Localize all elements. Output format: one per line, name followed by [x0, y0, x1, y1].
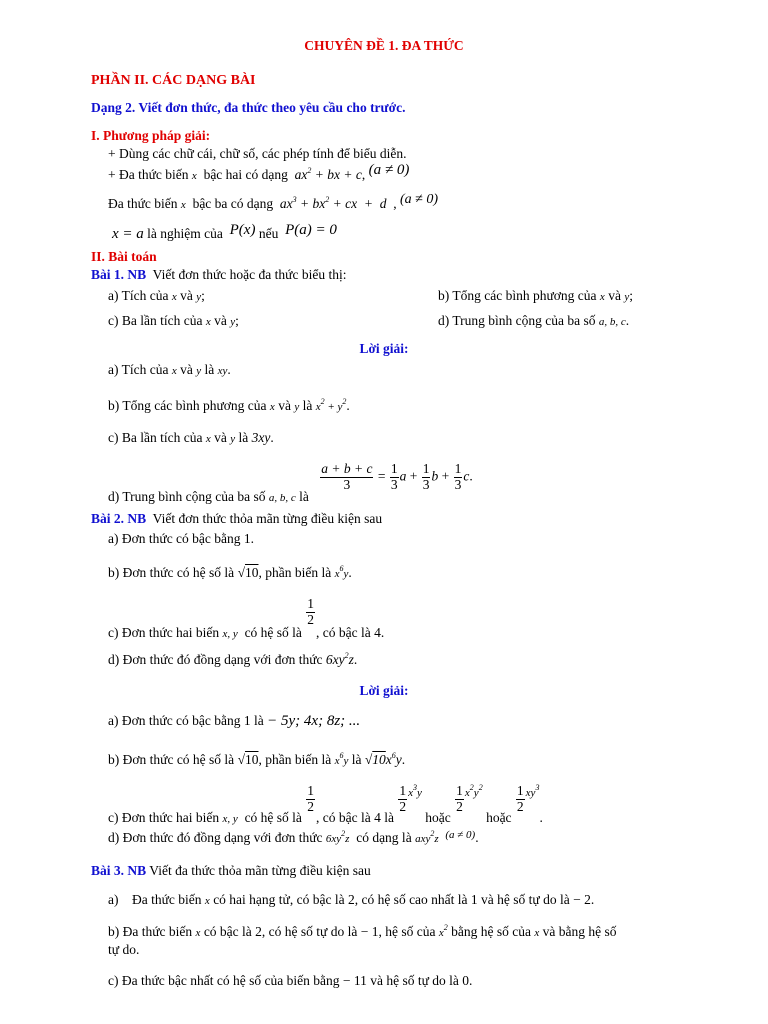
problems-heading: II. Bài toán	[91, 249, 157, 264]
s1-c: c) Ba lần tích của x và y là 3xy.	[108, 430, 274, 445]
p3-b: b) Đa thức biến x có bậc là 2, có hệ số tự do là − 1, hệ số của $x^2$ bằng hệ số của x và bằng hệ số	[108, 923, 617, 939]
method-line-2: + Đa thức biến x bậc hai có dạng $ax^2$ + bx + c, (a ≠ 0)	[108, 162, 410, 182]
method-line-1: + Dùng các chữ cái, chữ số, các phép tính để biểu diễn.	[108, 146, 407, 161]
s2-a: a) Đơn thức có bậc bằng 1 là − 5y; 4x; 8z; ...	[108, 713, 361, 729]
p3-b-cont: tự do.	[108, 942, 140, 957]
s1-b: b) Tổng các bình phương của x và y là $x^2 + y^2$.	[108, 397, 350, 413]
part-heading: PHẦN II. CÁC DẠNG BÀI	[91, 73, 256, 88]
problem-3: Bài 3. NB Viết đa thức thỏa mãn từng điều kiện sau	[91, 863, 371, 878]
problem-1: Bài 1. NB Viết đơn thức hoặc đa thức biểu thị:	[91, 267, 347, 282]
s1-d: d) Trung bình cộng của ba số a, b, c là $\frac{a + b + c}{3}$ = $\frac{1}{3}$ a + $\frac{1}{3}$ b + $\frac{1}{3}$ c.	[108, 461, 473, 505]
solution-heading-2: Lời giải:	[359, 683, 409, 698]
method-line-3: Đa thức biến x bậc ba có dạng $ax^3 + bx^2$ + cx + d , (a ≠ 0)	[108, 192, 438, 211]
problem-2: Bài 2. NB Viết đơn thức thỏa mãn từng điều kiện sau	[91, 511, 383, 526]
s2-b: b) Đơn thức có hệ số là √10, phần biến là $x^6y$ là $√10x^6y$.	[108, 751, 406, 767]
p3-c: c) Đa thức bậc nhất có hệ số của biến bằng − 11 và hệ số tự do là 0.	[108, 973, 473, 988]
document-title: CHUYÊN ĐỀ 1. ĐA THỨC	[304, 38, 464, 53]
s1-a: a) Tích của x và y là xy.	[108, 362, 231, 377]
p2-d: d) Đơn thức đó đồng dạng với đơn thức $6xy^2z$.	[108, 651, 358, 667]
p1-b: b) Tổng các bình phương của x và y;	[438, 288, 633, 303]
p1-d: d) Trung bình cộng của ba số a, b, c.	[438, 313, 630, 328]
solution-heading-1: Lời giải:	[359, 341, 409, 356]
method-heading: I. Phương pháp giải:	[91, 128, 211, 143]
s2-c: c) Đơn thức hai biến x, y có hệ số là $\frac{1}{2}$ , có bậc là 4 là $\frac{1}{2}$ $^{x^3y}$ hoặc $\frac{1}{2}$ $^{x^2y^2}$ hoặc $\frac{1}{2}$ $^{xy^3}$.	[108, 783, 543, 826]
p3-a: a) Đa thức biến x có hai hạng tử, có bậc là 2, có hệ số cao nhất là 1 và hệ số tự do là − 2.	[108, 892, 595, 907]
p2-c: c) Đơn thức hai biến x, y có hệ số là $\frac{1}{2}$ , có bậc là 4.	[108, 596, 385, 641]
method-line-4: x = a là nghiệm của P(x) nếu P(a) = 0	[112, 222, 337, 242]
s2-d: d) Đơn thức đó đồng dạng với đơn thức $6xy^2z$ có dạng là axy$^2$z $^{(a \ne 0)}$.	[108, 829, 479, 845]
p1-c: c) Ba lần tích của x và y;	[108, 313, 239, 328]
p2-b: b) Đơn thức có hệ số là √10, phần biến là $x^6y$.	[108, 564, 352, 580]
p2-a: a) Đơn thức có bậc bằng 1.	[108, 531, 255, 546]
p1-a: a) Tích của x và y;	[108, 288, 205, 303]
form-heading: Dạng 2. Viết đơn thức, đa thức theo yêu cầu cho trước.	[91, 100, 406, 115]
